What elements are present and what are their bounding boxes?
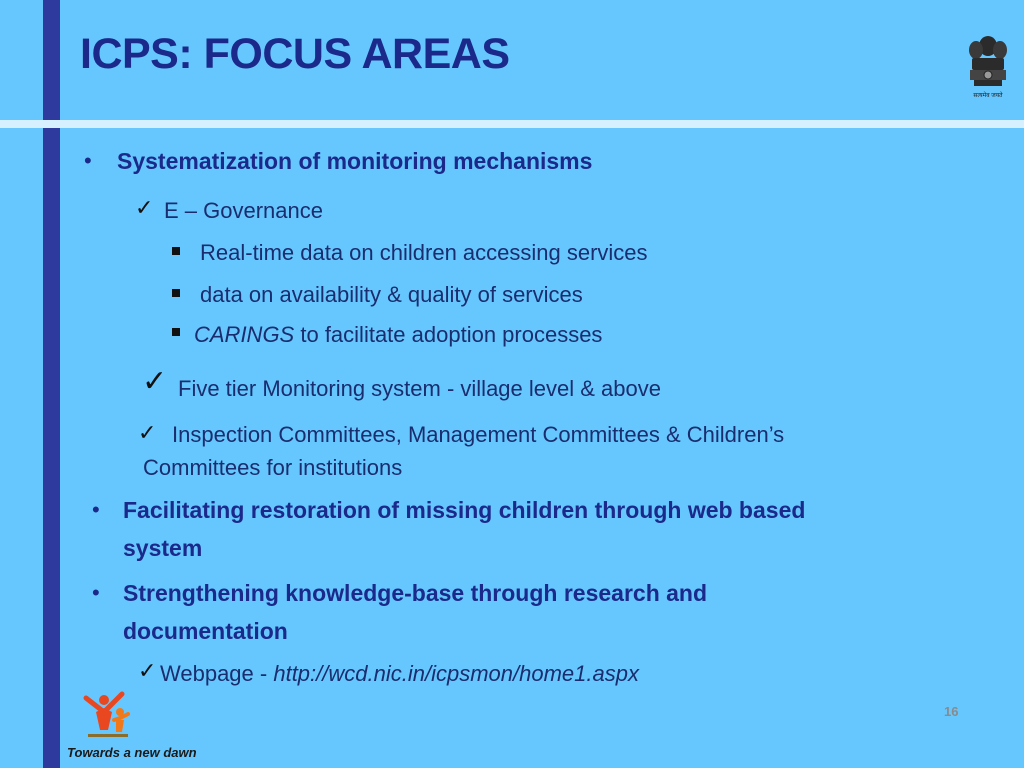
item-availability: data on availability & quality of services [200, 282, 583, 307]
square-bullet-icon [172, 289, 180, 297]
carings-label: CARINGS [194, 322, 295, 347]
sub-e-governance: E – Governance [164, 198, 323, 223]
slide-title: ICPS: FOCUS AREAS [80, 30, 510, 78]
checkmark-icon: ✓ [138, 420, 157, 445]
bullet-dot-icon: • [84, 148, 92, 173]
bullet-dot-icon: • [92, 580, 100, 605]
left-accent-bar [43, 0, 60, 768]
item-realtime-data: Real-time data on children accessing services [200, 240, 648, 265]
page-number: 16 [944, 704, 959, 719]
header-divider [0, 120, 1024, 128]
item-carings [194, 322, 602, 348]
mother-child-logo-icon [80, 690, 140, 740]
sub-inspection-line2: Committees for institutions [143, 455, 403, 480]
sub-inspection-line1: Inspection Committees, Management Committees & Children’s [172, 422, 785, 447]
bullet-knowledge-line1: Strengthening knowledge-base through research and [123, 580, 708, 606]
bullet-restoration-line1: Facilitating restoration of missing children through web based [123, 497, 806, 523]
checkmark-icon: ✓ [135, 195, 154, 220]
bullet-restoration-line2: system [123, 535, 203, 561]
webpage-link[interactable]: http://wcd.nic.in/icpsmon/home1.aspx [273, 661, 639, 686]
webpage-line [160, 661, 639, 687]
sub-five-tier: Five tier Monitoring system - village level & above [178, 376, 661, 401]
square-bullet-icon [172, 328, 180, 336]
webpage-label: Webpage - [160, 661, 274, 686]
bullet-knowledge-line2: documentation [123, 618, 288, 644]
tagline: Towards a new dawn [67, 745, 197, 760]
emblem-caption: सत्यमेव जयते [973, 93, 1003, 99]
bullet-systematization: Systematization of monitoring mechanisms [117, 148, 593, 174]
bullet-dot-icon: • [92, 497, 100, 522]
checkmark-icon: ✓ [138, 658, 157, 683]
square-bullet-icon [172, 247, 180, 255]
carings-rest: to facilitate adoption processes [294, 322, 603, 347]
checkmark-icon: ✓ [142, 365, 168, 398]
